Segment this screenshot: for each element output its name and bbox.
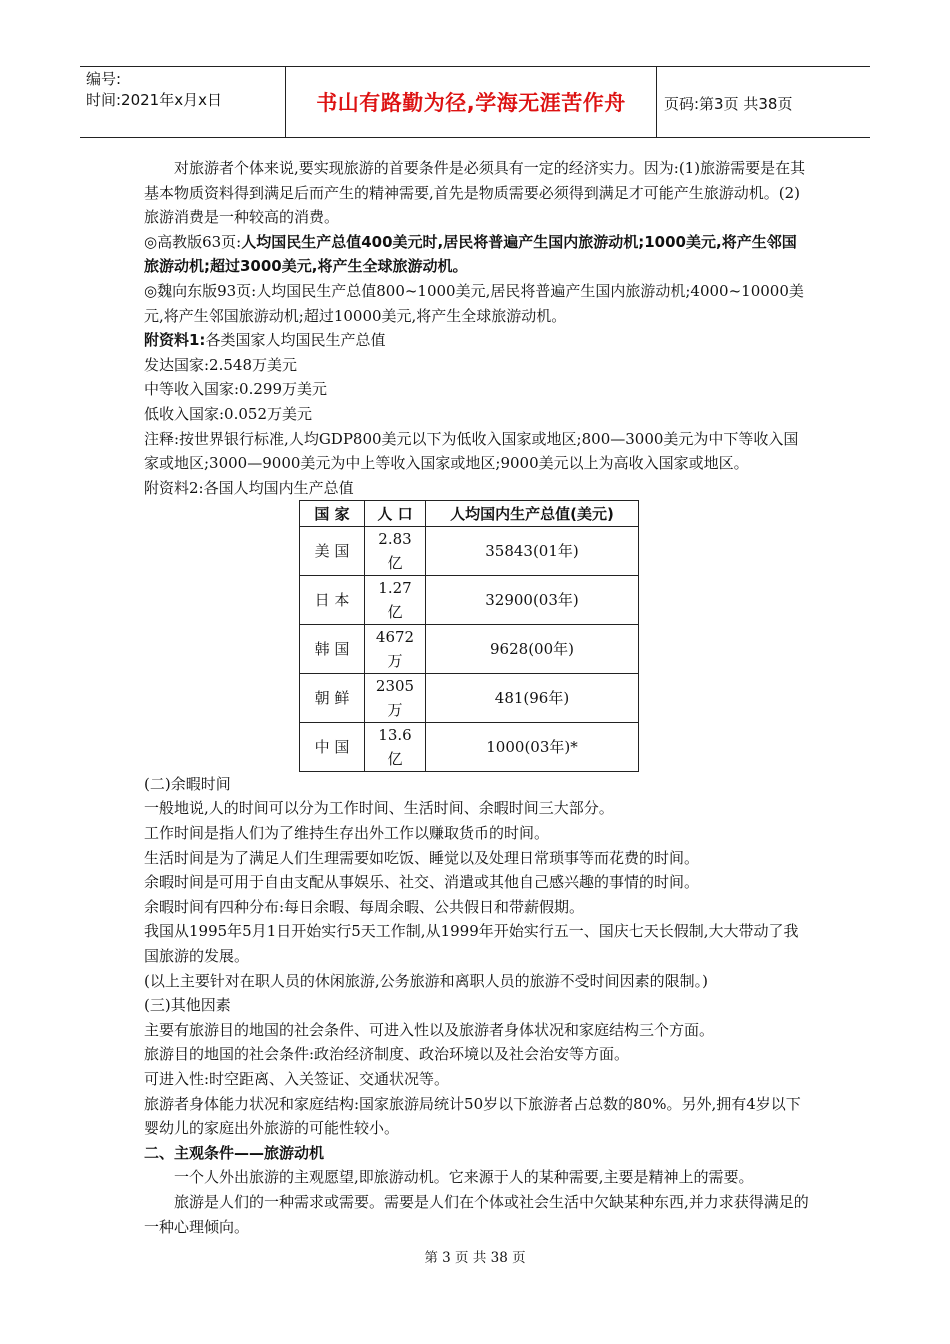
list-item: 发达国家:2.548万美元: [144, 355, 297, 374]
table-cell: 中 国: [300, 722, 365, 771]
paragraph: 旅游目的地国的社会条件:政治经济制度、政治环境以及社会治安等方面。: [144, 1045, 630, 1064]
attachment-label: 附资料1:: [144, 331, 206, 350]
table-cell: 1.27亿: [365, 575, 426, 624]
table-row: [300, 624, 639, 673]
paragraph-gaojiao: [144, 230, 810, 279]
paragraph: 旅游是人们的一种需求或需要。需要是人们在个体或社会生活中欠缺某种东西,并力求获得满足的一种心理倾向。: [144, 1192, 809, 1236]
table-cell: 32900(03年): [426, 575, 639, 624]
table-cell: 2305万: [365, 673, 426, 722]
table-cell: 35843(01年): [426, 526, 639, 575]
time-label: 时间:2021年x月x日: [86, 91, 222, 109]
table-row: [300, 722, 639, 771]
paragraph: 工作时间是指人们为了维持生存出外工作以赚取货币的时间。: [144, 824, 550, 842]
gdp-table: [299, 500, 639, 772]
table-cell: 美 国: [300, 526, 365, 575]
paragraph-weixiangdong: ◎魏向东版93页:人均国民生产总值800~1000美元,居民将普遍产生国内旅游动机;4000~10000美元,将产生邻国旅游动机;超过10000美元,将产生全球旅游动机。: [144, 281, 804, 325]
list-item: 中等收入国家:0.299万美元: [144, 380, 327, 399]
chapter-heading: 二、主观条件——旅游动机: [144, 1143, 325, 1162]
section-heading: (三)其他因素: [144, 996, 231, 1015]
table-cell: 4672万: [365, 624, 426, 673]
note: 注释:按世界银行标准,人均GDP800美元以下为低收入国家或地区;800—3000美元为中下等收入国家或地区;3000—9000美元为中上等收入国家或地区;9000美元以上为高收入国家或地区。: [144, 429, 799, 473]
source-ref: ◎高教版63页:: [144, 232, 242, 251]
header-motto: 书山有路勤为径,学海无涯苦作舟: [285, 67, 657, 137]
table-cell: 朝 鲜: [300, 673, 365, 722]
paragraph: 余暇时间是可用于自由支配从事娱乐、社交、消遣或其他自己感兴趣的事情的时间。: [144, 873, 700, 892]
paragraph: 旅游者身体能力状况和家庭结构:国家旅游局统计50岁以下旅游者占总数的80%。另外,拥有4岁以下婴幼儿的家庭出外旅游的可能性较小。: [144, 1094, 801, 1138]
document-body: [144, 156, 810, 1239]
page-footer: 第 3 页 共 38 页: [424, 1250, 526, 1266]
table-row: [300, 575, 639, 624]
page-header: [80, 66, 870, 138]
attachment-2-title: 附资料2:各国人均国内生产总值: [144, 478, 354, 497]
bold-statement: 人均国民生产总值400美元时,居民将普遍产生国内旅游动机;1000美元,将产生邻国旅游动机;超过3000美元,将产生全球旅游动机。: [144, 232, 797, 276]
table-cell: 13.6亿: [365, 722, 426, 771]
table-cell: 日 本: [300, 575, 365, 624]
header-page-info: 页码:第3页 共38页: [664, 95, 793, 113]
table-cell: 481(96年): [426, 673, 639, 722]
table-cell: 1000(03年)*: [426, 722, 639, 771]
paragraph: (以上主要针对在职人员的休闲旅游,公务旅游和离职人员的旅游不受时间因素的限制。): [144, 971, 708, 990]
paragraph: 主要有旅游目的地国的社会条件、可进入性以及旅游者身体状况和家庭结构三个方面。: [144, 1020, 715, 1039]
column-header: 人均国内生产总值(美元): [426, 501, 639, 527]
paragraph: 可进入性:时空距离、入关签证、交通状况等。: [144, 1069, 450, 1088]
table-cell: 韩 国: [300, 624, 365, 673]
table-row: [300, 673, 639, 722]
table-row: [300, 526, 639, 575]
paragraph: 生活时间是为了满足人们生理需要如吃饭、睡觉以及处理日常琐事等而花费的时间。: [144, 848, 700, 867]
paragraph: 余暇时间有四种分布:每日余暇、每周余暇、公共假日和带薪假期。: [144, 897, 585, 916]
table-header-row: [300, 501, 639, 527]
paragraph: 我国从1995年5月1日开始实行5天工作制,从1999年开始实行五一、国庆七天长假制,大大带动了我国旅游的发展。: [144, 922, 799, 965]
column-header: 国 家: [300, 501, 365, 527]
attachment-title: 各类国家人均国民生产总值: [205, 331, 386, 350]
column-header: 人 口: [365, 501, 426, 527]
header-meta: [86, 69, 222, 111]
list-item: 低收入国家:0.052万美元: [144, 404, 312, 423]
section-heading: (二)余暇时间: [144, 774, 231, 793]
table-cell: 2.83亿: [365, 526, 426, 575]
paragraph: 一般地说,人的时间可以分为工作时间、生活时间、余暇时间三大部分。: [144, 799, 614, 818]
attachment-1-title: [144, 328, 810, 353]
table-cell: 9628(00年): [426, 624, 639, 673]
paragraph: 一个人外出旅游的主观愿望,即旅游动机。它来源于人的某种需要,主要是精神上的需要。: [174, 1168, 754, 1187]
paragraph: 对旅游者个体来说,要实现旅游的首要条件是必须具有一定的经济实力。因为:(1)旅游需要是在其基本物质资料得到满足后而产生的精神需要,首先是物质需要必须得到满足才可能产生旅游动机。(2)旅游消费是一种较高的消费。: [144, 159, 806, 227]
number-label: 编号:: [86, 70, 122, 88]
